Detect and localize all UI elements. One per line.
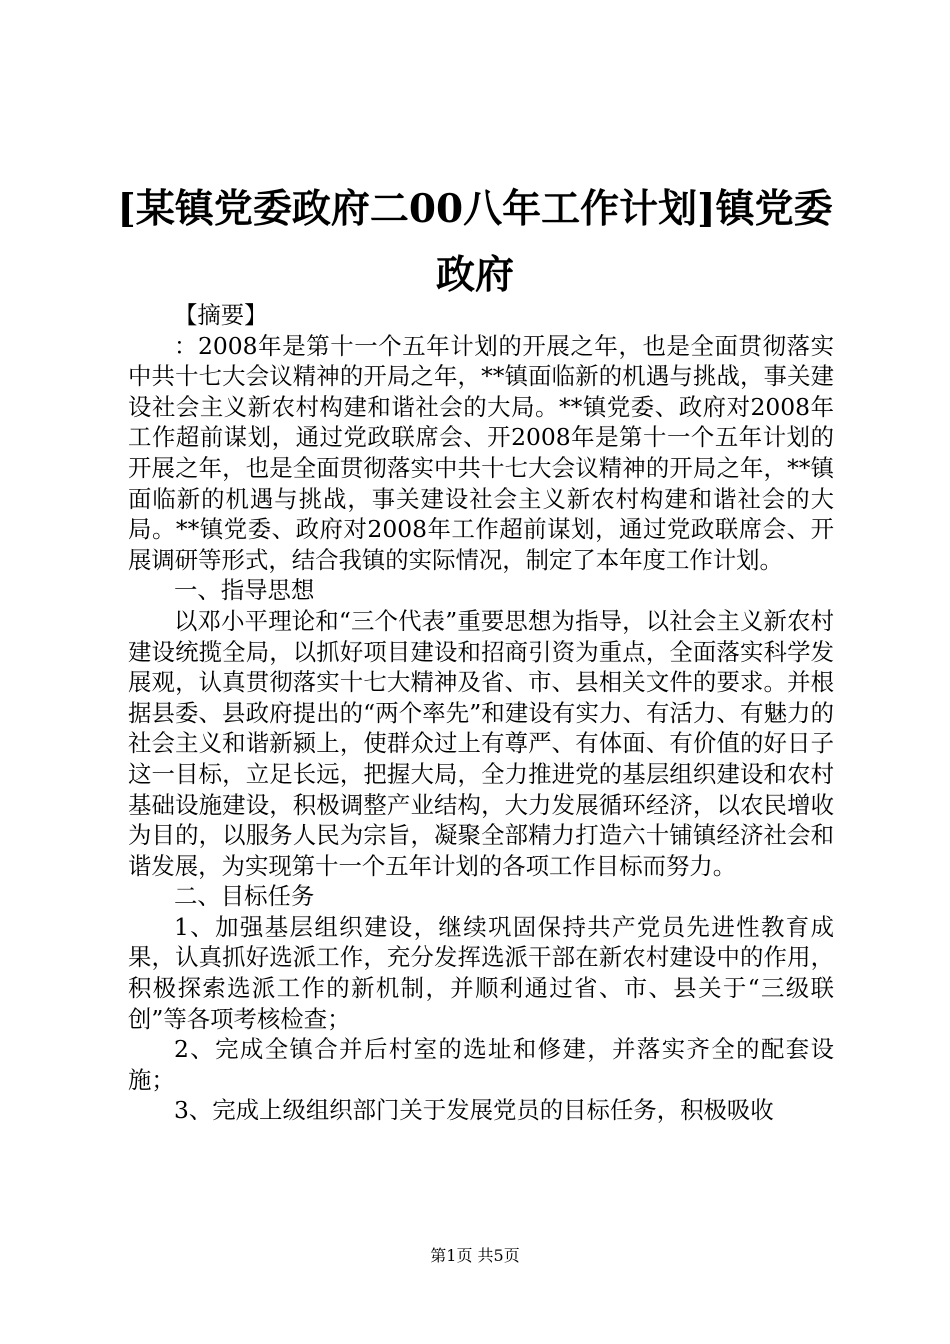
goal-item-1: 1、加强基层组织建设，继续巩固保持共产党员先进性教育成果，认真抓好选派工作，充分发挥选派干部在新农村建设中的作用，积极探索选派工作的新机制，并顺利通过省、市、县关于“三级联创”等各项考核检查； (128, 912, 834, 1033)
section-heading-goals: 二、目标任务 (174, 882, 315, 911)
document-title: [某镇党委政府二00八年工作计划]镇党委政府 (117, 186, 833, 298)
section-heading-guiding-thought: 一、指导思想 (174, 576, 315, 605)
page-number-footer: 第1页 共5页 (430, 1246, 520, 1265)
abstract-heading: 【摘要】 (174, 301, 268, 329)
guiding-thought-paragraph: 以邓小平理论和“三个代表”重要思想为指导，以社会主义新农村建设统揽全局，以抓好项目建设和招商引资为重点，全面落实科学发展观，认真贯彻落实十七大精神及省、市、县相关文件的要求。并根据县委、县政府提出的“两个率先”和建设有实力、有活力、有魅力的社会主义和谐新颍上，使群众过上有尊严、有体面、有价值的好日子这一目标，立足长远，把握大局，全力推进党的基层组织建设和农村基础设施建设，积极调整产业结构，大力发展循环经济，以农民增收为目的，以服务人民为宗旨，凝聚全部精力打造六十铺镇经济社会和谐发展，为实现第十一个五年计划的各项工作目标而努力。 (128, 606, 834, 880)
abstract-paragraph: ：2008年是第十一个五年计划的开展之年，也是全面贯彻落实中共十七大会议精神的开局之年，**镇面临新的机遇与挑战，事关建设社会主义新农村构建和谐社会的大局。**镇党委、政府对2008年工作超前谋划，通过党政联席会、开2008年是第十一个五年计划的开展之年，也是全面贯彻落实中共十七大会议精神的开局之年，**镇面临新的机遇与挑战，事关建设社会主义新农村构建和谐社会的大局。**镇党委、政府对2008年工作超前谋划，通过党政联席会、开展调研等形式，结合我镇的实际情况，制定了本年度工作计划。 (128, 331, 834, 574)
goal-item-3: 3、完成上级组织部门关于发展党员的目标任务，积极吸收 (174, 1096, 774, 1125)
document-body (128, 300, 834, 1126)
goal-item-2: 2、完成全镇合并后村室的选址和修建，并落实齐全的配套设施； (128, 1035, 834, 1094)
